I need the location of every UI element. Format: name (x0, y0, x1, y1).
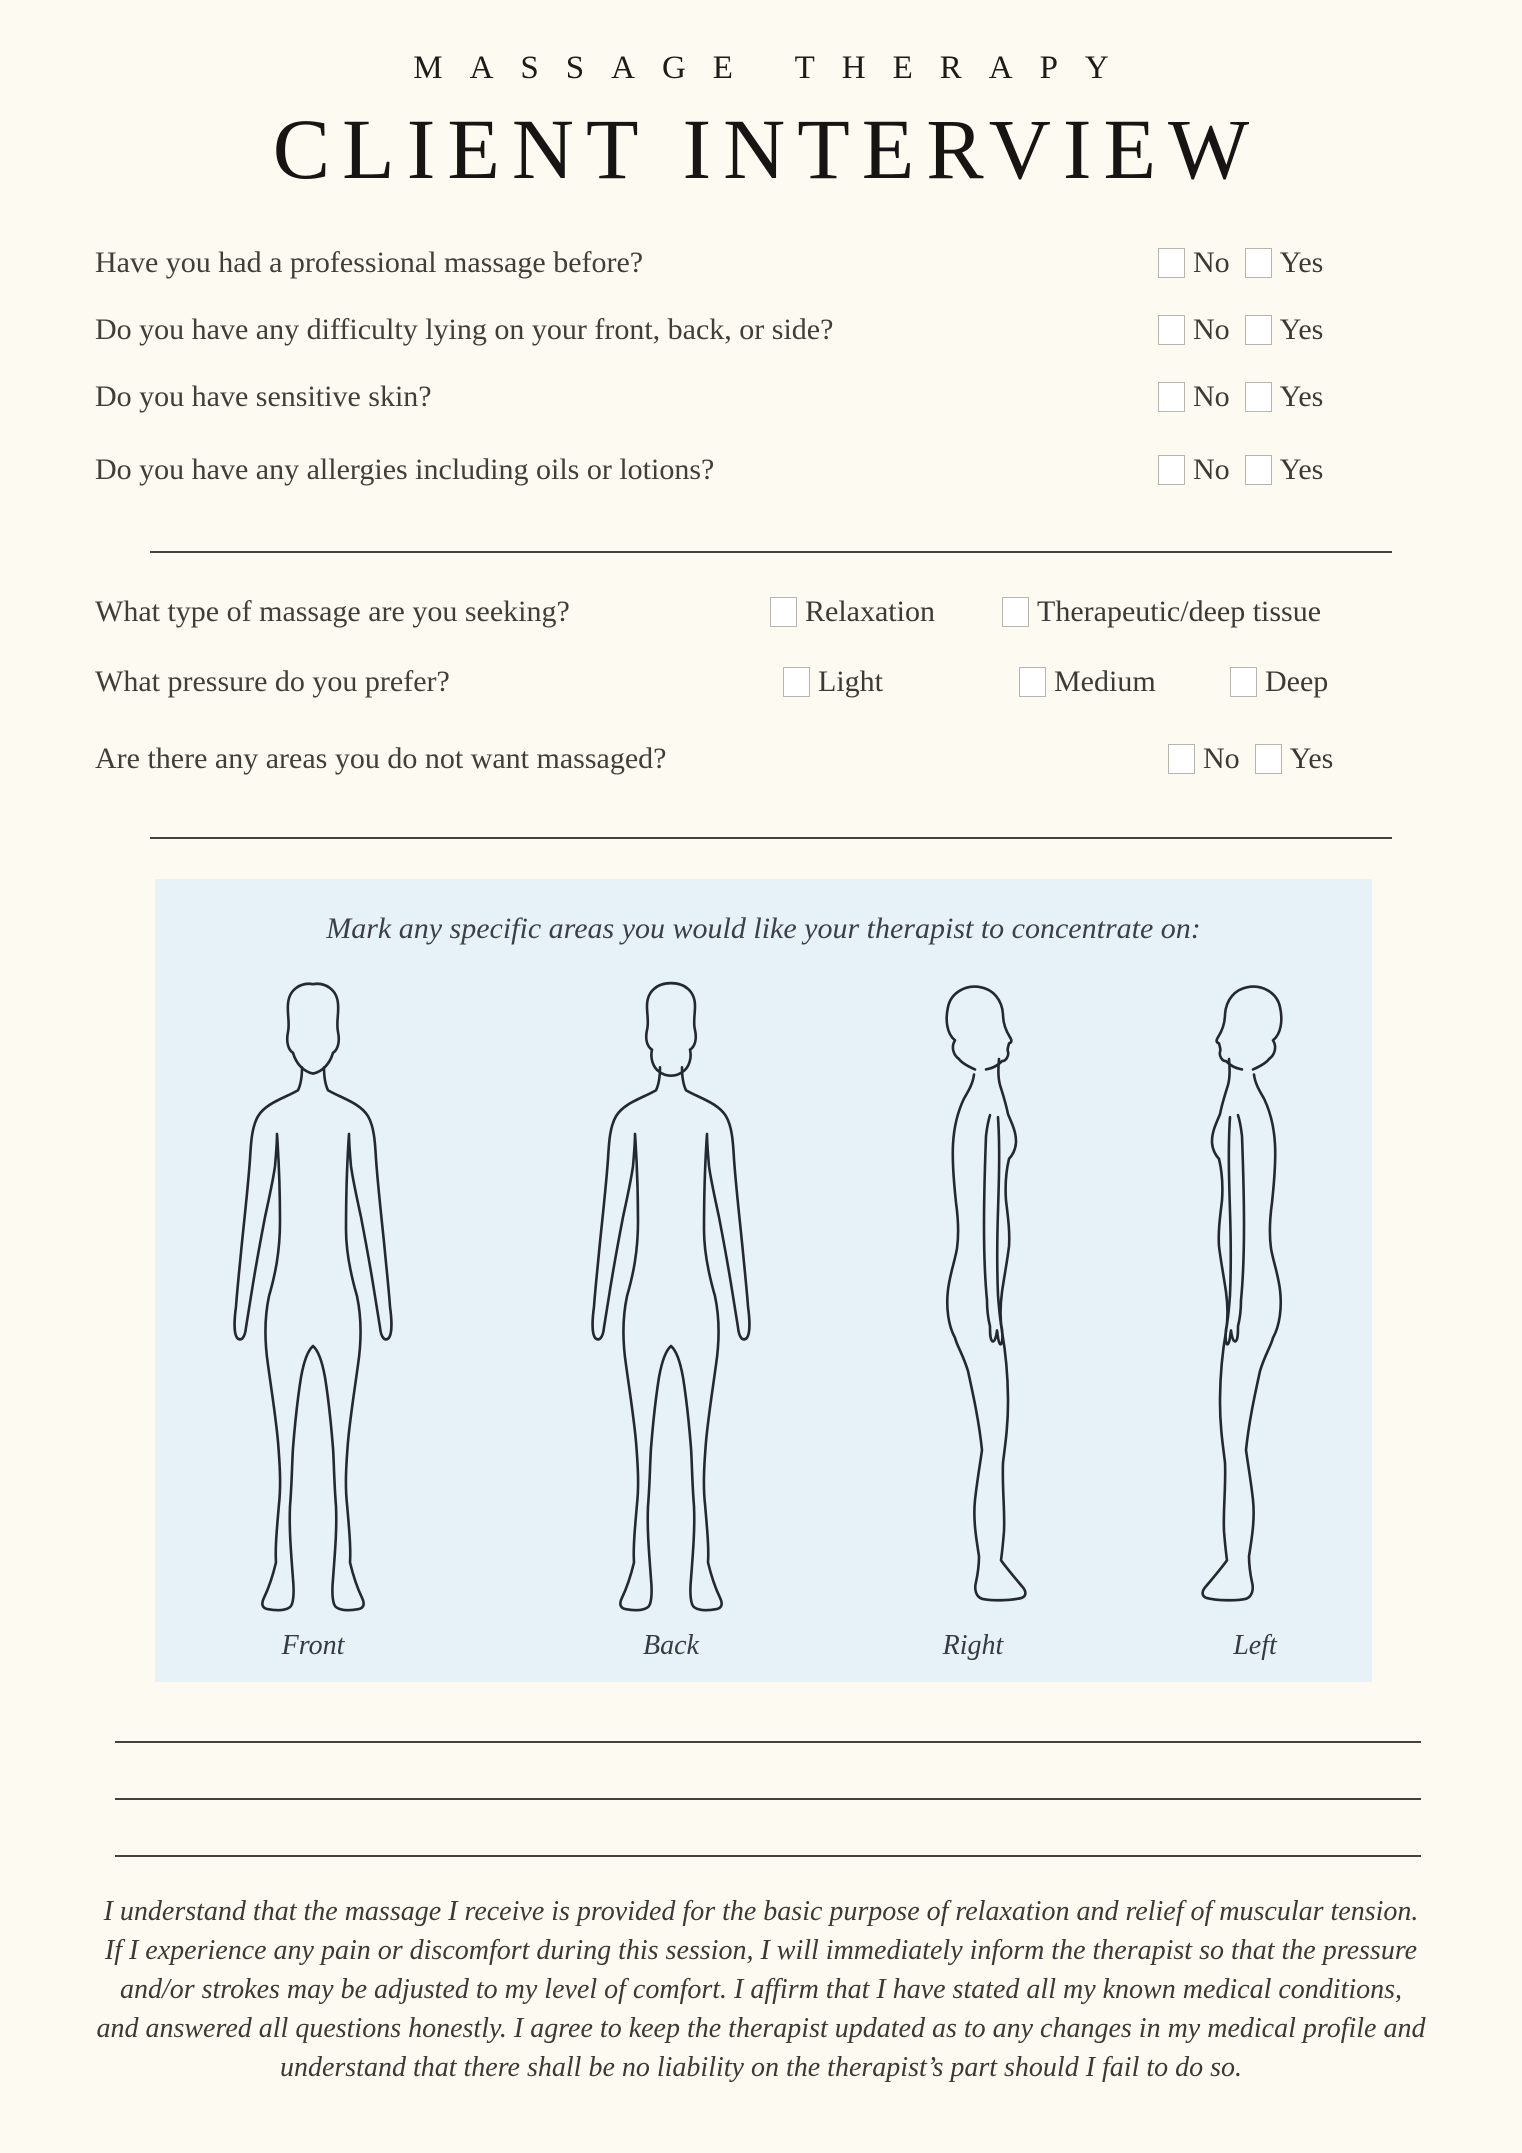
option-label-yes: Yes (1279, 453, 1324, 486)
option-label-yes: Yes (1279, 380, 1324, 413)
figure-label-left: Left (1233, 1630, 1277, 1661)
figure-label-front: Front (281, 1630, 345, 1661)
question-pressure: What pressure do you prefer? (95, 665, 450, 698)
checkbox-sensitive-skin-yes[interactable] (1245, 382, 1272, 412)
answer-group-difficulty-lying (1158, 310, 1323, 350)
option-label-yes: Yes (1279, 246, 1324, 279)
back-body-outline (593, 1067, 750, 1610)
notes-line-1[interactable] (115, 1741, 1421, 1743)
option-label-light: Light (818, 665, 883, 698)
notes-line-3[interactable] (115, 1855, 1421, 1857)
checkbox-massage-before-yes[interactable] (1245, 248, 1272, 278)
option-no (1158, 453, 1230, 487)
body-figure-front[interactable] (228, 980, 398, 1656)
form-subtitle: MASSAGE THERAPY (413, 50, 1136, 86)
option-medium (1019, 662, 1156, 702)
checkbox-sensitive-skin-no[interactable] (1158, 382, 1185, 412)
answer-group-sensitive-skin (1158, 377, 1323, 417)
checkbox-allergies-no[interactable] (1158, 455, 1185, 485)
option-label-yes: Yes (1289, 742, 1334, 775)
option-yes (1245, 380, 1324, 414)
answer-group-avoid-areas (1168, 739, 1333, 779)
option-therapeutic (1002, 592, 1321, 632)
checkbox-difficulty-lying-yes[interactable] (1245, 315, 1272, 345)
option-label-no: No (1193, 453, 1230, 486)
checkbox-difficulty-lying-no[interactable] (1158, 315, 1185, 345)
option-label-therapeutic: Therapeutic/deep tissue (1037, 595, 1322, 628)
body-figure-right[interactable] (913, 980, 1033, 1656)
checkbox-avoid-areas-no[interactable] (1168, 744, 1195, 774)
question-avoid-areas: Are there any areas you do not want massaged? (95, 742, 667, 775)
option-no (1158, 313, 1230, 347)
option-label-medium: Medium (1054, 665, 1156, 698)
option-label-no: No (1193, 246, 1230, 279)
front-body-outline (235, 1067, 392, 1610)
consent-statement: I understand that the massage I receive is provided for the basic purpose of relaxation and relief of muscular tension. If I experience any pain or discomfort during this session, I will immediately inform the therapist so that the pressure and/or strokes may be adjusted to my level of comfort. I affirm that I have stated all my known medical conditions, and answered all questions honestly. I agree to keep the therapist updated as to any changes in my medical profile and understand that there shall be no liability on the therapist’s part should I fail to do so. (96, 1896, 1426, 2083)
back-head-outline (646, 983, 696, 1076)
checkbox-relaxation[interactable] (770, 597, 797, 627)
checkbox-massage-before-no[interactable] (1158, 248, 1185, 278)
body-figure-left[interactable] (1195, 980, 1315, 1656)
option-label-relaxation: Relaxation (805, 595, 935, 628)
right-head-outline (947, 987, 1012, 1070)
checkbox-avoid-areas-yes[interactable] (1255, 744, 1282, 774)
front-head-outline (287, 984, 339, 1074)
option-label-deep: Deep (1265, 665, 1329, 698)
option-no (1168, 742, 1240, 776)
question-massage-before: Have you had a professional massage before? (95, 246, 644, 279)
checkbox-therapeutic[interactable] (1002, 597, 1029, 627)
left-arm-outline (1226, 1115, 1244, 1344)
option-relaxation (770, 592, 935, 632)
notes-line-2[interactable] (115, 1798, 1421, 1800)
option-no (1158, 380, 1230, 414)
option-light (783, 662, 883, 702)
option-label-no: No (1193, 380, 1230, 413)
option-yes (1245, 313, 1324, 347)
question-sensitive-skin: Do you have sensitive skin? (95, 380, 432, 413)
section-divider (150, 551, 1392, 553)
checkbox-deep[interactable] (1230, 667, 1257, 697)
figure-label-right: Right (942, 1630, 1004, 1661)
option-no (1158, 246, 1230, 280)
checkbox-medium[interactable] (1019, 667, 1046, 697)
option-yes (1245, 246, 1324, 280)
form-title: CLIENT INTERVIEW (272, 101, 1262, 197)
checkbox-allergies-yes[interactable] (1245, 455, 1272, 485)
diagram-instruction: Mark any specific areas you would like your therapist to concentrate on: (326, 912, 1201, 945)
question-difficulty-lying: Do you have any difficulty lying on your front, back, or side? (95, 313, 834, 346)
right-arm-outline (984, 1115, 1002, 1344)
question-allergies: Do you have any allergies including oils or lotions? (95, 453, 715, 486)
figure-label-back: Back (643, 1630, 699, 1661)
checkbox-light[interactable] (783, 667, 810, 697)
option-deep (1230, 662, 1328, 702)
option-label-no: No (1203, 742, 1240, 775)
option-label-yes: Yes (1279, 313, 1324, 346)
question-massage-type: What type of massage are you seeking? (95, 595, 570, 628)
option-yes (1255, 742, 1334, 776)
option-label-no: No (1193, 313, 1230, 346)
section-divider (150, 837, 1392, 839)
answer-group-allergies (1158, 450, 1323, 490)
answer-group-massage-before (1158, 243, 1323, 283)
body-figure-back[interactable] (586, 980, 756, 1656)
left-head-outline (1217, 987, 1282, 1070)
option-yes (1245, 453, 1324, 487)
